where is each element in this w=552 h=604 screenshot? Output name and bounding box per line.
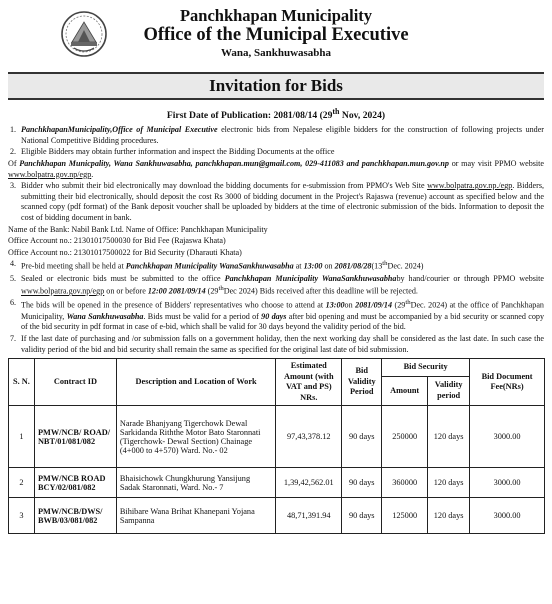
- col-header-contract-id: Contract ID: [34, 359, 116, 406]
- cell-amount: 48,71,391.94: [276, 498, 342, 534]
- office-name: Office of the Municipal Executive: [143, 25, 409, 45]
- col-header-security-amount: Amount: [382, 376, 428, 405]
- clause-1: 1. PanchkhapanMunicipality,Office of Municipal Executive electronic bids from Nepalese eligible bidders for the construction of following projects under National Competitive Bidding procedures.: [10, 125, 544, 145]
- col-header-sn: S. N.: [9, 359, 35, 406]
- office-location: Wana, Sankhuwasabha: [220, 47, 332, 59]
- cell-validity: 90 days: [342, 498, 382, 534]
- publication-date: First Date of Publication: 2081/08/14 (29th Nov, 2024): [166, 107, 386, 122]
- cell-amount: 1,39,42,562.01: [276, 468, 342, 498]
- col-header-bid-validity: Bid Validity Period: [342, 359, 382, 406]
- cell-security-amount: 360000: [382, 468, 428, 498]
- notice-body: [8, 125, 544, 355]
- cell-security-validity: 120 days: [428, 406, 470, 468]
- clause-2: 2. Eligible Bidders may obtain further information and inspect the Bidding Documents at the office: [10, 147, 335, 157]
- col-header-description: Description and Location of Work: [116, 359, 275, 406]
- col-header-document-fee: Bid Document Fee(NRs): [470, 359, 545, 406]
- cell-document-fee: 3000.00: [470, 406, 545, 468]
- cell-description: Narade Bhanjyang Tigerchowk Dewal Sarkidanda Riththe Motor Bato Staronnati (Tigerchowk- Dewal Section) Chainage (4+000 to 4+570) Ward. No.- 02: [116, 406, 275, 468]
- cell-validity: 90 days: [342, 468, 382, 498]
- clause-5: 5. Sealed or electronic bids must be submitted to the office Panchkhapan Municipality WanaSankhuwasabhaby hand/courier or through PPMO website www.bolpatra.gov.np/egp on or before 12:00 2081/09/14 (29thDec 2024) Bids received after this deadline will be rejected.: [10, 273, 544, 296]
- clause-3: 3. Bidder who submit their bid electronically may download the bidding documents for e-submission from PPMO's Web Site www.bolpatra.gov.np./egp. Bidders, submitting their bid electronically, should deposit the cost Rs 3000 of bidding document in the Project's Rajaswa (revenue) account as specified below and the scanned copy (pdf format) of the Bank deposit voucher shall be uploaded by bidders at the time of electronic submission of the bids. Information to deposit the cost of bidding document in bank.: [10, 181, 545, 222]
- cell-contract-id: PMW/NCB ROAD BCY/02/081/082: [34, 468, 116, 498]
- bank-name: Name of the Bank: Nabil Bank Ltd. Name of Office: Panchkhapan Municipality: [8, 224, 268, 234]
- clause-7: 7. If the last date of purchasing and /or submission falls on a government holiday, then the next working day shall be considered as the last date. In such case the validity period of the bid and bid security shall remain the same as specified for the original last date of bid submission.: [10, 333, 544, 354]
- table-header-row: [9, 359, 545, 377]
- table-row: [9, 406, 545, 468]
- cell-contract-id: PMW/NCB/ ROAD/ NBT/01/081/082: [34, 406, 116, 468]
- bid-fee-account: Office Account no.: 21301017500030 for Bid Fee (Rajaswa Khata): [8, 236, 226, 246]
- cell-security-validity: 120 days: [428, 498, 470, 534]
- notice-title-banner: Invitation for Bids: [8, 72, 544, 100]
- cell-description: Bihibare Wana Brihat Khanepani Yojana Sampanna: [116, 498, 275, 534]
- bid-security-account: Office Account no.: 21301017500022 for Bid Security (Dharauti Khata): [8, 247, 242, 257]
- cell-validity: 90 days: [342, 406, 382, 468]
- col-header-bid-security: Bid Security: [382, 359, 470, 377]
- ppmo-submit-link[interactable]: www.bolpatra.gov.np/egp: [21, 286, 105, 296]
- col-header-estimated-amount: Estimated Amount (with VAT and PS) NRs.: [276, 359, 342, 406]
- clause-6: 6. The bids will be opened in the presence of Bidders' representatives who choose to attend at 13:00on 2081/09/14 (29thDec. 2024) at the office of Panchkhapan Municipality, Wana Sankhuwasabha. Bids must be valid for a period of 90 days after bid opening and must be accompanied by a bid security or scanned copy of the bid security in pdf format in case of e-bid, which shall be valid for 30 days beyond the validity period of the bid.: [10, 298, 544, 332]
- nepal-emblem-icon: [60, 10, 108, 58]
- ppmo-link[interactable]: www.bolpatra.gov.np/egp: [8, 169, 92, 179]
- cell-sn: 3: [9, 498, 35, 534]
- table-row: [9, 468, 545, 498]
- cell-sn: 1: [9, 406, 35, 468]
- cell-security-amount: 125000: [382, 498, 428, 534]
- bolpatra-link[interactable]: www.bolpatra.gov.np./egp: [427, 181, 513, 191]
- cell-document-fee: 3000.00: [470, 498, 545, 534]
- col-header-security-validity: Validity period: [428, 376, 470, 405]
- cell-sn: 2: [9, 468, 35, 498]
- cell-security-amount: 250000: [382, 406, 428, 468]
- cell-contract-id: PMW/NCB/DWS/ BWB/03/081/082: [34, 498, 116, 534]
- cell-document-fee: 3000.00: [470, 468, 545, 498]
- cell-description: Bhaisichowk Chungkhurung Yansijung Sadak Staronnati, Ward. No.- 7: [116, 468, 275, 498]
- office-contact: Of Panchkhapan Municpality, Wana Sankhuwasabha, panchkhapan.mun@gmail.com, 029-411083 and panchkhapan.mun.gov.np or may visit PPMO website www.bolpatra.gov.np/egp.: [8, 158, 544, 179]
- table-row: [9, 498, 545, 534]
- org-name: Panchkhapan Municipality: [179, 6, 373, 25]
- cell-security-validity: 120 days: [428, 468, 470, 498]
- cell-amount: 97,43,378.12: [276, 406, 342, 468]
- clause-4: 4. Pre-bid meeting shall be held at Panchkhapan Municipality WanaSankhuwasabha at 13:00 on 2081/08/28(13thDec. 2024): [10, 259, 424, 271]
- notice-header: [8, 6, 544, 68]
- bids-table: [8, 358, 545, 534]
